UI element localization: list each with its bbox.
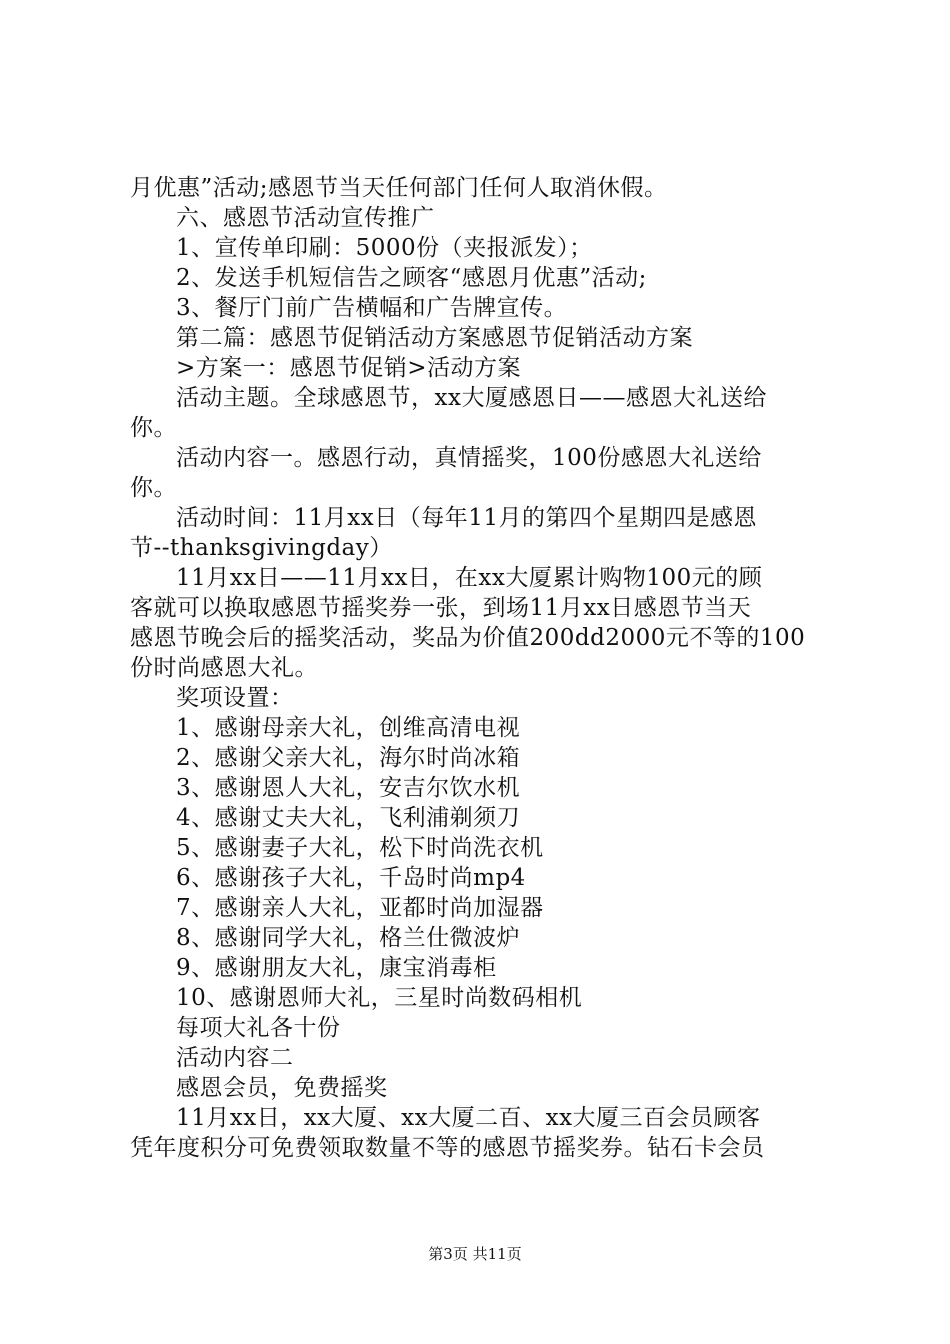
text-line: 每项大礼各十份 [176, 1015, 341, 1041]
text-line: 活动时间：11月xx日（每年11月的第四个星期四是感恩 [176, 505, 757, 531]
text-line: 节--thanksgivingday） [130, 535, 393, 561]
text-line: 活动内容一。感恩行动，真情摇奖，100份感恩大礼送给 [176, 445, 762, 471]
text-line: 9、感谢朋友大礼，康宝消毒柜 [176, 955, 497, 981]
text-line: 8、感谢同学大礼，格兰仕微波炉 [176, 925, 521, 951]
page-footer: 第3页 共11页 [428, 1245, 522, 1263]
text-line: 客就可以换取感恩节摇奖券一张，到场11月xx日感恩节当天 [130, 595, 752, 621]
text-line: 感恩会员，免费摇奖 [176, 1075, 388, 1101]
text-line: 凭年度积分可免费领取数量不等的感恩节摇奖券。钻石卡会员 [130, 1135, 765, 1161]
text-line: 奖项设置： [176, 685, 294, 711]
text-line: 11月xx日——11月xx日，在xx大厦累计购物100元的顾 [176, 565, 763, 591]
text-line: 活动主题。全球感恩节，xx大厦感恩日——感恩大礼送给 [176, 385, 767, 411]
text-line: 你。 [130, 475, 177, 501]
text-line: 10、感谢恩师大礼，三星时尚数码相机 [176, 985, 583, 1011]
text-line: 7、感谢亲人大礼，亚都时尚加湿器 [176, 895, 544, 921]
text-line: 11月xx日，xx大厦、xx大厦二百、xx大厦三百会员顾客 [176, 1105, 761, 1131]
text-line: 份时尚感恩大礼。 [130, 655, 318, 681]
text-line: 2、发送手机短信告之顾客“感恩月优惠”活动; [176, 265, 647, 291]
text-line: 你。 [130, 415, 177, 441]
text-line: >方案一：感恩节促销>活动方案 [176, 355, 522, 381]
text-line: 4、感谢丈夫大礼，飞利浦剃须刀 [176, 805, 521, 831]
text-line: 3、餐厅门前广告横幅和广告牌宣传。 [176, 295, 568, 321]
text-line: 月优惠”活动;感恩节当天任何部门任何人取消休假。 [130, 175, 668, 201]
text-line: 3、感谢恩人大礼，安吉尔饮水机 [176, 775, 521, 801]
text-line: 1、感谢母亲大礼，创维高清电视 [176, 715, 521, 741]
text-line: 感恩节晚会后的摇奖活动，奖品为价值200dd2000元不等的100 [130, 625, 806, 651]
text-line: 5、感谢妻子大礼，松下时尚洗衣机 [176, 835, 544, 861]
text-line: 第二篇：感恩节促销活动方案感恩节促销活动方案 [176, 325, 693, 351]
text-line: 6、感谢孩子大礼，千岛时尚mp4 [176, 865, 526, 891]
text-line: 1、宣传单印刷：5000份（夹报派发）； [176, 235, 593, 261]
text-line: 2、感谢父亲大礼，海尔时尚冰箱 [176, 745, 521, 771]
text-line: 活动内容二 [176, 1045, 294, 1071]
document-body [130, 173, 830, 1163]
text-line: 六、感恩节活动宣传推广 [176, 205, 435, 231]
